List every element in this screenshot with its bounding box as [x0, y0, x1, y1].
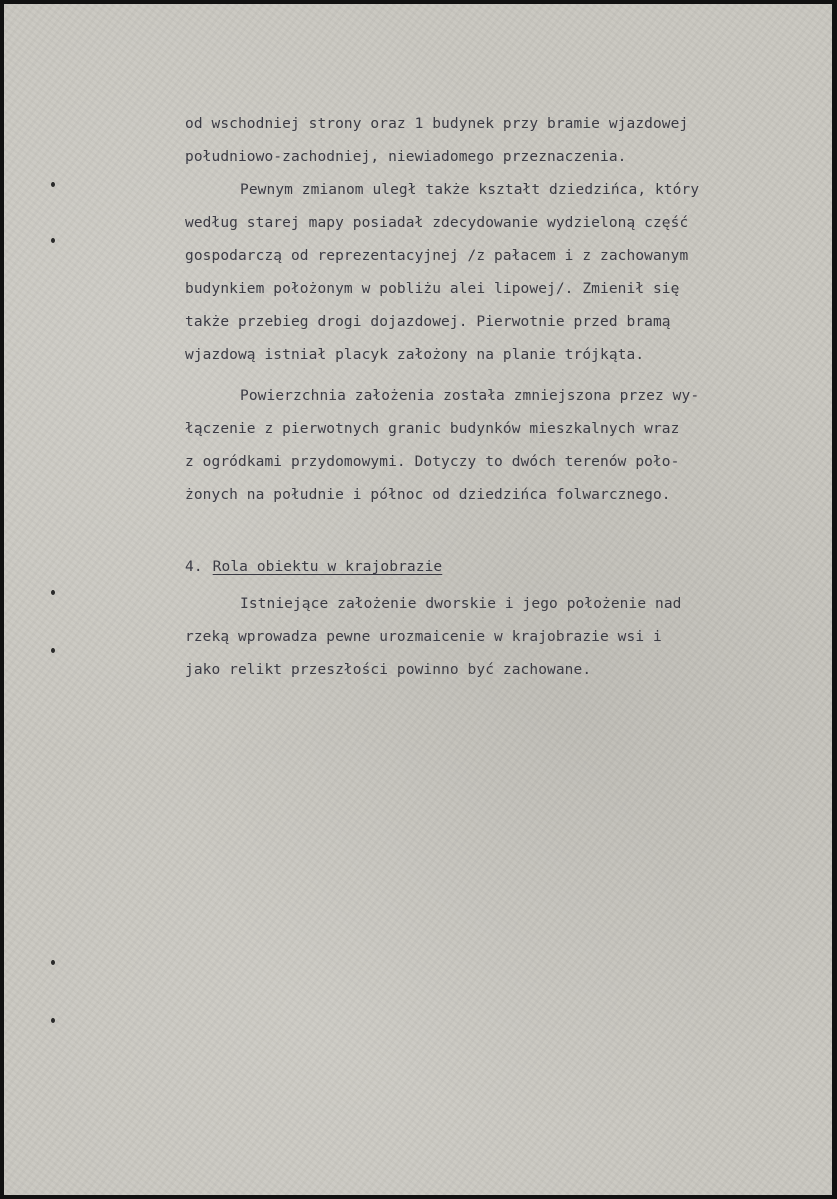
section-number: 4.	[185, 559, 203, 575]
punch-hole-mark	[51, 238, 55, 243]
scan-border-right	[832, 0, 837, 1199]
text-line: rzeką wprowadza pewne urozmaicenie w krajobrazie wsi i	[185, 629, 662, 645]
section-heading	[185, 551, 775, 584]
text-line: Pewnym zmianom uległ także kształt dziedzińca, który	[240, 182, 700, 198]
paragraph-area-reduction	[185, 380, 775, 512]
text-line: wjazdową istniał placyk założony na planie trójkąta.	[185, 347, 645, 363]
scan-border-top	[0, 0, 837, 4]
text-line: według starej mapy posiadał zdecydowanie wydzieloną część	[185, 215, 689, 231]
scan-border-left	[0, 0, 4, 1199]
text-line: z ogródkami przydomowymi. Dotyczy to dwóch terenów poło-	[185, 454, 680, 470]
punch-hole-mark	[51, 960, 55, 965]
paragraph-courtyard-changes	[185, 174, 775, 372]
text-line: od wschodniej strony oraz 1 budynek przy bramie wjazdowej	[185, 116, 689, 132]
text-line: budynkiem położonym w pobliżu alei lipowej/. Zmienił się	[185, 281, 680, 297]
punch-hole-mark	[51, 648, 55, 653]
text-line: jako relikt przeszłości powinno być zachowane.	[185, 662, 592, 678]
section-title: Rola obiektu w krajobrazie	[212, 559, 443, 575]
scan-border-bottom	[0, 1195, 837, 1199]
text-line: żonych na południe i północ od dziedzińca folwarcznego.	[185, 487, 671, 503]
text-line: Istniejące założenie dworskie i jego położenie nad	[240, 596, 682, 612]
paragraph-landscape-role	[185, 588, 775, 687]
text-line: łączenie z pierwotnych granic budynków mieszkalnych wraz	[185, 421, 680, 437]
punch-hole-mark	[51, 590, 55, 595]
text-line: także przebieg drogi dojazdowej. Pierwotnie przed bramą	[185, 314, 671, 330]
paragraph-continuation	[185, 108, 775, 174]
text-line: południowo-zachodniej, niewiadomego przeznaczenia.	[185, 149, 627, 165]
text-line: Powierzchnia założenia została zmniejszona przez wy-	[240, 388, 700, 404]
punch-hole-mark	[51, 1018, 55, 1023]
text-line: gospodarczą od reprezentacyjnej /z pałacem i z zachowanym	[185, 248, 689, 264]
punch-hole-mark	[51, 182, 55, 187]
